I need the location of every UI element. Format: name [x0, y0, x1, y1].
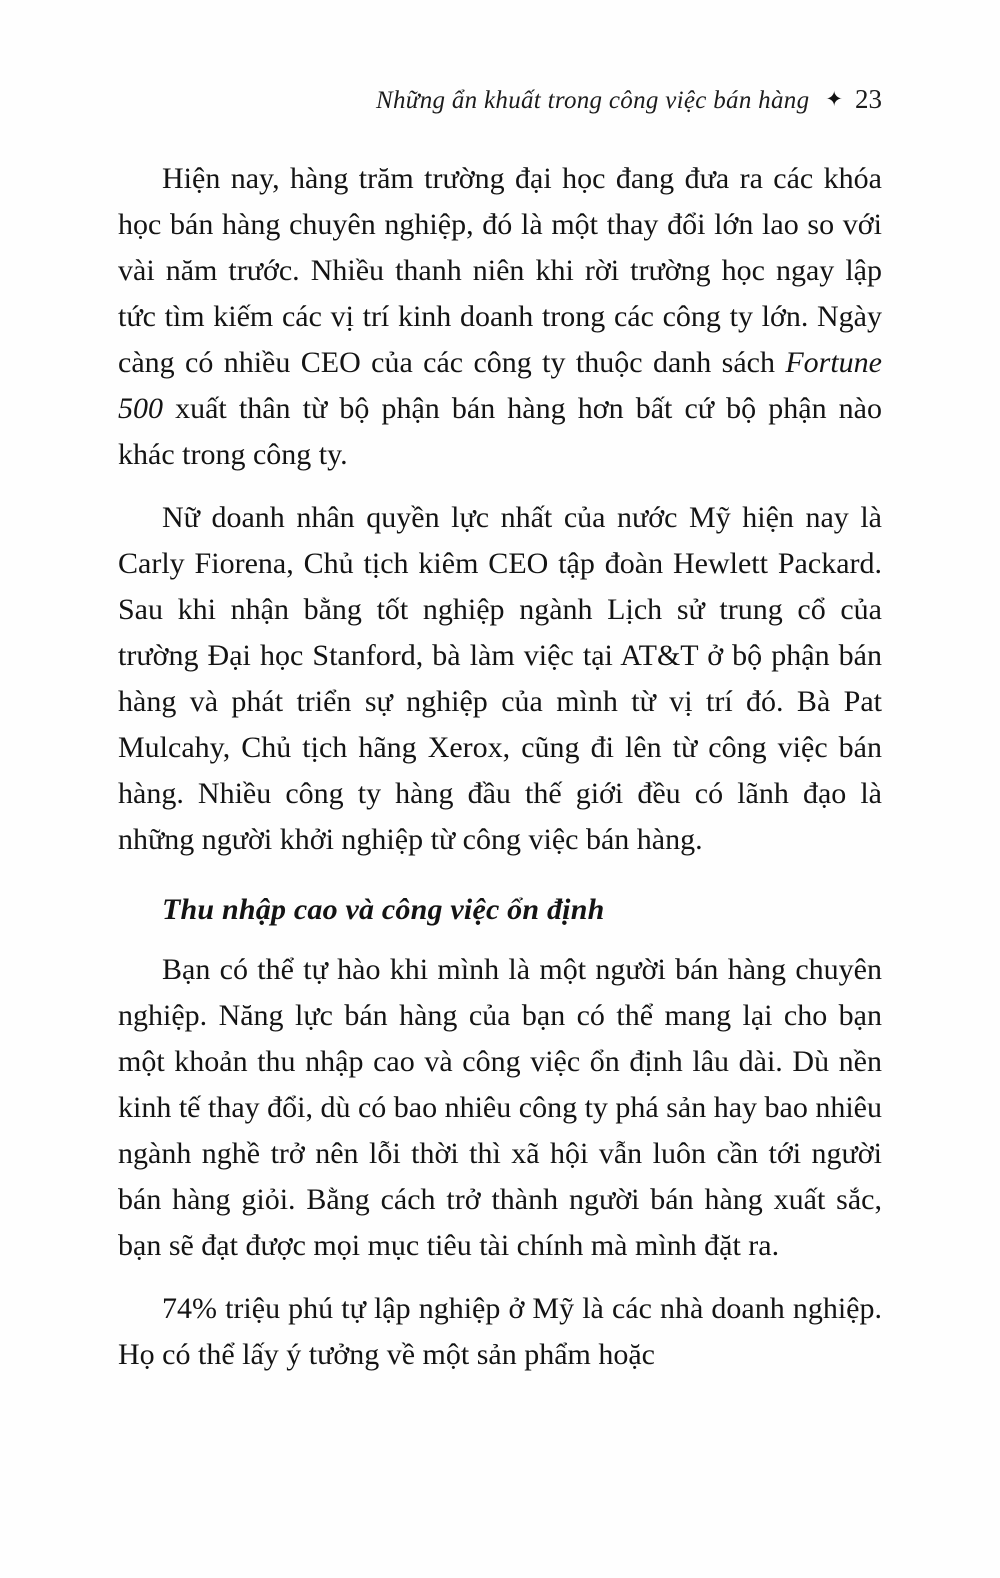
paragraph — [118, 495, 882, 863]
text-run: Hiện nay, hàng trăm trường đại học đang đưa ra các khóa học bán hàng chuyên nghiệp, đó là một thay đổi lớn lao so với vài năm trước. Nhiều thanh niên khi rời trường học ngay lập tức tìm kiếm các vị trí kinh doanh trong các công ty lớn. Ngày càng có nhiều CEO của các công ty thuộc danh sách — [118, 162, 882, 379]
page-number: 23 — [855, 84, 882, 114]
text-run: 74% triệu phú tự lập nghiệp ở Mỹ là các nhà doanh nghiệp. Họ có thể lấy ý tưởng về một sản phẩm hoặc — [118, 1292, 882, 1371]
running-head-title: Những ẩn khuất trong công việc bán hàng — [376, 87, 810, 114]
text-run: Nữ doanh nhân quyền lực nhất của nước Mỹ hiện nay là Carly Fiorena, Chủ tịch kiêm CEO tập đoàn Hewlett Packard. Sau khi nhận bằng tốt nghiệp ngành Lịch sử trung cổ của trường Đại học Stanford, bà làm việc tại AT&T ở bộ phận bán hàng và phát triển sự nghiệp của mình từ vị trí đó. Bà Pat Mulcahy, Chủ tịch hãng Xerox, cũng đi lên từ công việc bán hàng. Nhiều công ty hàng đầu thế giới đều có lãnh đạo là những người khởi nghiệp từ công việc bán hàng. — [118, 501, 882, 856]
text-run: Bạn có thể tự hào khi mình là một người bán hàng chuyên nghiệp. Năng lực bán hàng của bạn có thể mang lại cho bạn một khoản thu nhập cao và công việc ổn định lâu dài. Dù nền kinh tế thay đổi, dù có bao nhiêu công ty phá sản hay bao nhiêu ngành nghề trở nên lỗi thời thì xã hội vẫn luôn cần tới người bán hàng giỏi. Bằng cách trở thành người bán hàng xuất sắc, bạn sẽ đạt được mọi mục tiêu tài chính mà mình đặt ra. — [118, 953, 882, 1262]
paragraph — [118, 1286, 882, 1378]
page-body — [118, 156, 882, 1378]
paragraph — [118, 947, 882, 1269]
section-heading — [118, 887, 882, 933]
paragraph — [118, 156, 882, 478]
star-separator-icon: ✦ — [825, 87, 843, 111]
running-head — [118, 84, 882, 116]
text-run: Thu nhập cao và công việc ổn định — [162, 893, 605, 926]
text-run: xuất thân từ bộ phận bán hàng hơn bất cứ bộ phận nào khác trong công ty. — [118, 392, 882, 471]
italic-text-run: Fortune 500 — [118, 346, 882, 425]
